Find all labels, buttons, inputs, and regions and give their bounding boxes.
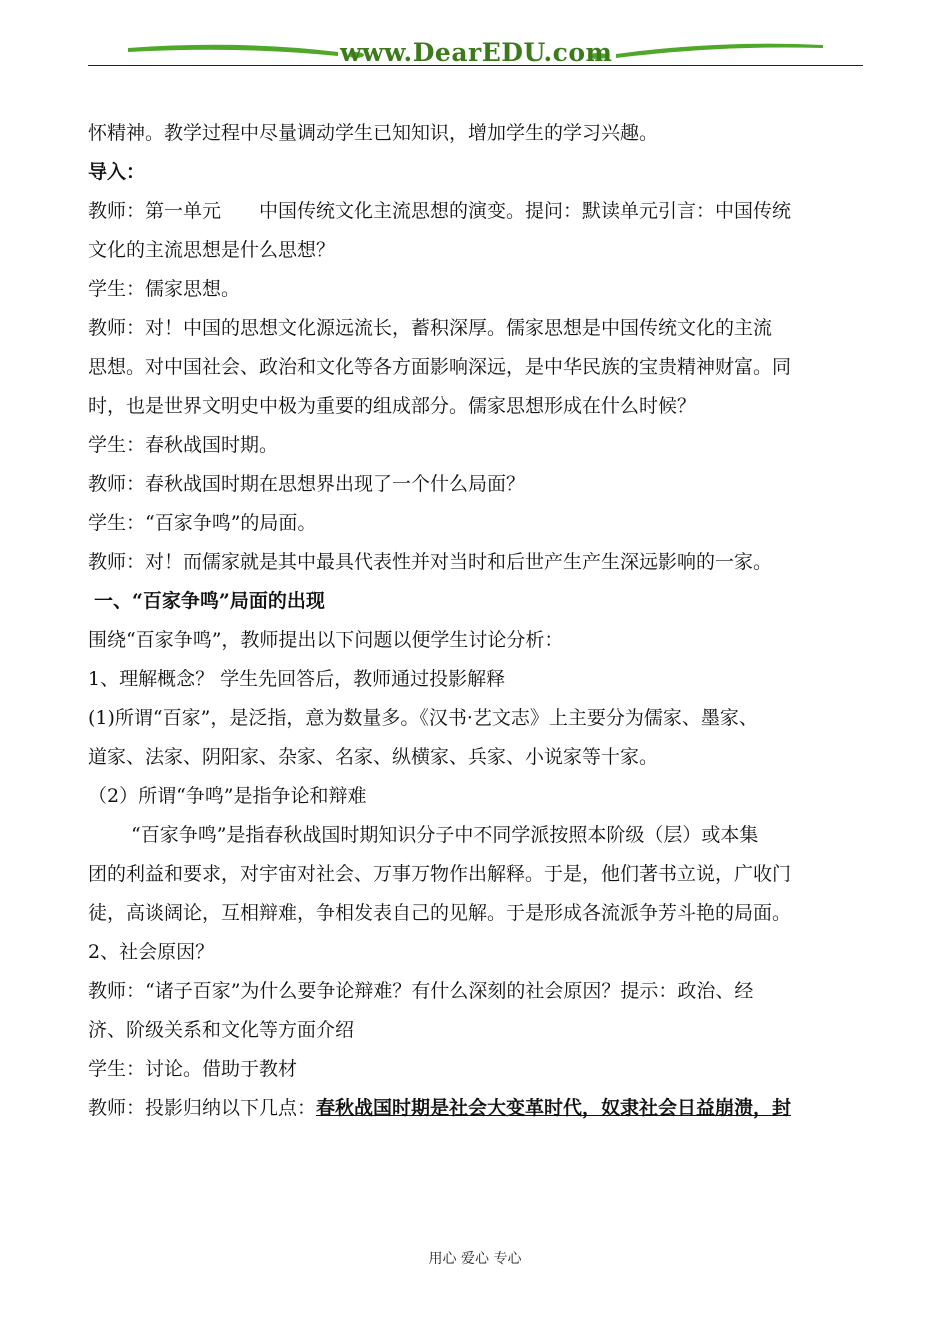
paragraph-line: 围绕“百家争鸣”，教师提出以下问题以便学生讨论分析： xyxy=(88,629,564,651)
emphasized-text: 春秋战国时期是社会大变革时代，奴隶社会日益崩溃，封 xyxy=(316,1097,792,1119)
paragraph-line: 学生：儒家思想。 xyxy=(88,278,241,300)
paragraph-line: “百家争鸣”是指春秋战国时期知识分子中不同学派按照本阶级（层）或本集 xyxy=(131,824,759,846)
section-label-intro: 导入： xyxy=(88,161,146,183)
site-logo[interactable]: www.DearEDU.com xyxy=(340,38,613,67)
paragraph-line: 教师：对！中国的思想文化源远流长，蓄积深厚。儒家思想是中国传统文化的主流 xyxy=(88,317,773,339)
paragraph-line: （2）所谓“争鸣”是指争论和辩难 xyxy=(88,785,367,807)
paragraph-line: 学生：春秋战国时期。 xyxy=(88,434,279,456)
header-divider xyxy=(88,65,863,66)
paragraph-line: 1、理解概念？ 学生先回答后，教师通过投影解释 xyxy=(88,668,506,690)
paragraph-line: 教师：春秋战国时期在思想界出现了一个什么局面？ xyxy=(88,473,526,495)
paragraph-line: 徒，高谈阔论，互相辩难，争相发表自己的见解。于是形成各流派争芳斗艳的局面。 xyxy=(88,902,792,924)
paragraph-line: 学生：讨论。借助于教材 xyxy=(88,1058,298,1080)
paragraph-line: 教师：第一单元 中国传统文化主流思想的演变。提问：默读单元引言：中国传统 xyxy=(88,200,792,222)
paragraph-line: 思想。对中国社会、政治和文化等各方面影响深远，是中华民族的宝贵精神财富。同 xyxy=(88,356,792,378)
paragraph-line: 教师：对！而儒家就是其中最具代表性并对当时和后世产生产生深远影响的一家。 xyxy=(88,551,773,573)
paragraph-line: 道家、法家、阴阳家、杂家、名家、纵横家、兵家、小说家等十家。 xyxy=(88,746,659,768)
document-body xyxy=(88,114,868,1128)
paragraph-line: 时，也是世界文明史中极为重要的组成部分。儒家思想形成在什么时候？ xyxy=(88,395,697,417)
paragraph-line: 济、阶级关系和文化等方面介绍 xyxy=(88,1019,355,1041)
paragraph-line: 团的利益和要求，对宇宙对社会、万事万物作出解释。于是，他们著书立说，广收门 xyxy=(88,863,792,885)
paragraph-line: 教师：“诸子百家”为什么要争论辩难？有什么深刻的社会原因？提示：政治、经 xyxy=(88,980,754,1002)
paragraph-line: 2、社会原因？ xyxy=(88,941,215,963)
paragraph-line: 学生：“百家争鸣”的局面。 xyxy=(88,512,317,534)
section-heading: 一、“百家争鸣”局面的出现 xyxy=(94,590,325,612)
line-prefix: 教师：投影归纳以下几点： xyxy=(88,1097,317,1119)
paragraph-line: (1)所谓“百家”，是泛指，意为数量多。《汉书·艺文志》上主要分为儒家、墨家、 xyxy=(88,707,758,729)
paragraph-line xyxy=(88,1089,868,1128)
paragraph-line: 怀精神。教学过程中尽量调动学生已知知识，增加学生的学习兴趣。 xyxy=(88,122,659,144)
paragraph-line: 文化的主流思想是什么思想？ xyxy=(88,239,336,261)
page-footer: 用心 爱心 专心 xyxy=(428,1251,522,1267)
